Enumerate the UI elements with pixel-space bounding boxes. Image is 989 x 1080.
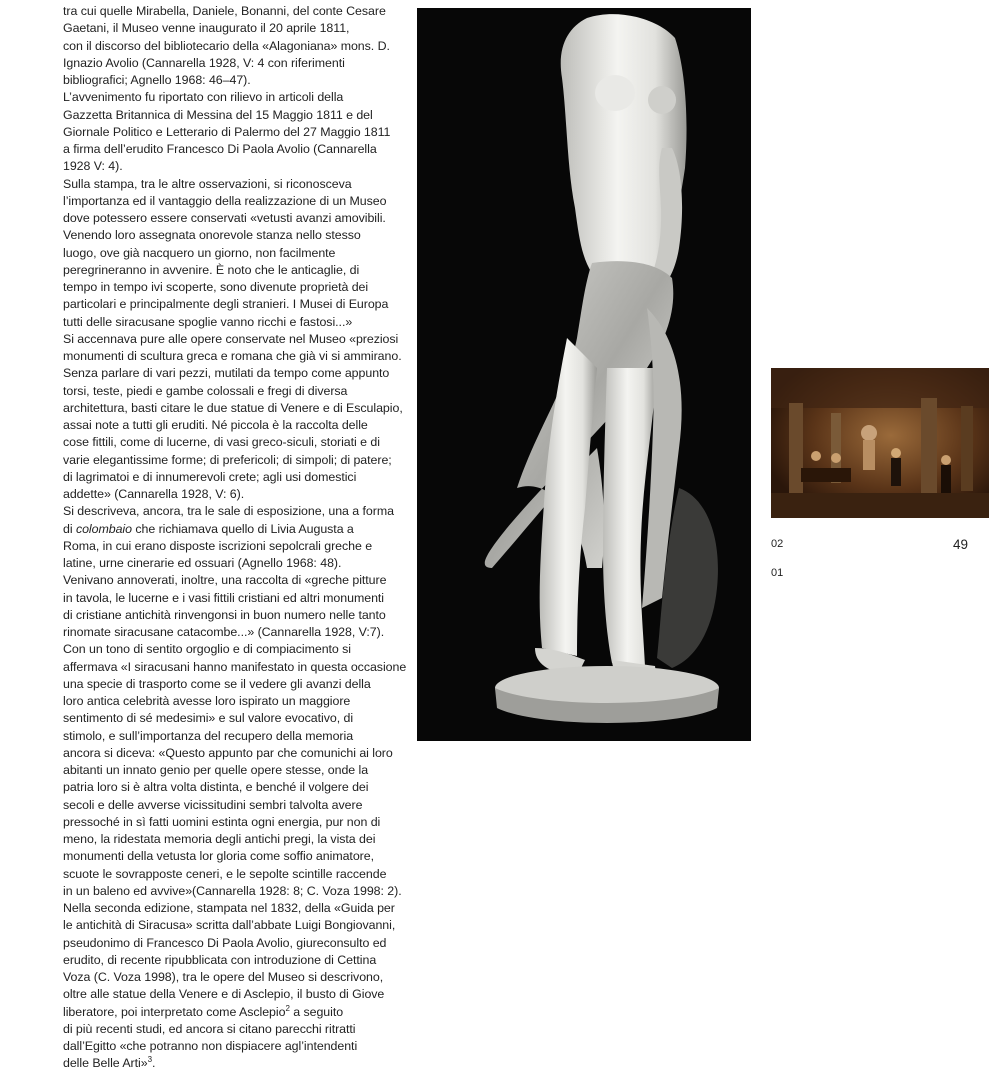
text-line: architettura, basti citare le due statue di Venere e di Esculapio, xyxy=(63,400,403,415)
text-line: delle Belle Arti»$^3$. xyxy=(63,1055,156,1071)
text-line: dove potessero essere conservati «vetusti avanzi amovibili. xyxy=(63,211,386,225)
text-line: una specie di trasporto come se il vedere gli avanzi della xyxy=(63,676,371,691)
body-text-column xyxy=(63,3,407,1073)
text-line: 1928 V: 4). xyxy=(63,159,123,174)
text-line: di lagrimatoi e di innumerevoli crete; agli usi domestici xyxy=(63,469,357,484)
text-line: torsi, teste, piedi e gambe colossali e fregi di diversa xyxy=(63,383,348,398)
text-line: dall’Egitto «che potranno non dispiacere agl’intendenti xyxy=(63,1039,358,1053)
text-line: tempo in tempo ivi scoperte, sono divenute proprietà dei xyxy=(63,280,369,294)
text-line: a firma dell’erudito Francesco Di Paola Avolio (Cannarella xyxy=(63,142,377,156)
text-line: L’avvenimento fu riportato con rilievo in articoli della xyxy=(63,90,344,105)
text-line: pressoché in sì fatti uomini estinta ogni energia, pur non di xyxy=(63,814,381,829)
text-line: erudito, di recente ripubblicata con introduzione di Cettina xyxy=(63,952,377,967)
footnote-ref-3: 3 xyxy=(147,1055,152,1065)
museum-interior-painting xyxy=(771,368,989,518)
text-line: di cristiane antichità rinvengonsi in buon numero nelle tanto xyxy=(63,607,386,622)
text-line: addette» (Cannarella 1928, V: 6). xyxy=(63,487,245,501)
text-line: con il discorso del bibliotecario della «Alagoniana» mons. D. xyxy=(63,38,390,53)
text-line: assai note a tutti gli eruditi. Né piccola è la raccolta delle xyxy=(63,418,368,432)
figure-caption-01: 01 xyxy=(771,567,784,579)
text-line: Si accennava pure alle opere conservate nel Museo «preziosi xyxy=(63,331,399,346)
text-line: in un baleno ed avvive»(Cannarella 1928: 8; C. Voza 1998: 2). xyxy=(63,883,402,898)
text-line: latine, urne cinerarie ed ossuari (Agnello 1968: 48). xyxy=(63,556,342,570)
venus-statue-photo xyxy=(417,8,751,741)
text-line: Venivano annoverati, inoltre, una raccolta di «greche pitture xyxy=(63,573,387,588)
text-line: peregrineranno in avvenire. È noto che le anticaglie, di xyxy=(63,262,360,277)
text-line: Con un tono di sentito orgoglio e di compiacimento si xyxy=(63,642,352,657)
text-line: monumenti di scultura greca e romana che già vi si ammirano. xyxy=(63,349,402,363)
text-line: Venendo loro assegnata onorevole stanza nello stesso xyxy=(63,228,361,243)
painting-image xyxy=(771,368,989,518)
text-line: abitanti un innato genio per quelle opere stesse, onde la xyxy=(63,763,369,777)
text-line: tra cui quelle Mirabella, Daniele, Bonanni, del conte Cesare xyxy=(63,4,386,18)
text-line: Gaetani, il Museo venne inaugurato il 20 aprile 1811, xyxy=(63,21,350,36)
text-line: Giornale Politico e Letterario di Palermo del 27 Maggio 1811 xyxy=(63,124,391,139)
text-line: Sulla stampa, tra le altre osservazioni, si riconosceva xyxy=(63,176,352,191)
text-line: secoli e delle avverse vicissitudini sembri talvolta avere xyxy=(63,797,363,812)
statue-image xyxy=(417,8,751,741)
text-line: Gazzetta Britannica di Messina del 15 Maggio 1811 e del xyxy=(63,107,373,122)
text-line: ancora si diceva: «Questo appunto par che comunichi ai loro xyxy=(63,745,393,760)
text-line: varie elegantissime forme; di prefericoli; di simpoli; di patere; xyxy=(63,452,392,467)
text-line: in tavola, le lucerne e i vasi fittili cristiani ed altri monumenti xyxy=(63,590,385,605)
text-line: tutti delle siracusane spoglie vanno ricchi e fastosi...» xyxy=(63,314,353,329)
text-line: l’importanza ed il vantaggio della realizzazione di un Museo xyxy=(63,193,387,208)
text-line: Roma, in cui erano disposte iscrizioni sepolcrali greche e xyxy=(63,538,373,553)
text-line: Ignazio Avolio (Cannarella 1928, V: 4 con riferimenti xyxy=(63,55,345,70)
text-line: pseudonimo di Francesco Di Paola Avolio, giureconsulto ed xyxy=(63,935,387,950)
text-line: di colombaio che richiamava quello di Livia Augusta a xyxy=(63,521,354,536)
text-line: stimolo, e sull’importanza del recupero della memoria xyxy=(63,728,354,743)
text-line: bibliografici; Agnello 1968: 46–47). xyxy=(63,73,251,87)
footnote-ref-2: 2 xyxy=(285,1003,290,1013)
text-line: liberatore, poi interpretato come Asclepio$^2$ a seguito xyxy=(63,1003,344,1019)
text-line: Voza (C. Voza 1998), tra le opere del Museo si descrivono, xyxy=(63,970,384,984)
text-line: loro antica celebrità avesse loro ispirato un maggiore xyxy=(63,694,351,708)
text-line: oltre alle statue della Venere e di Asclepio, il busto di Giove xyxy=(63,987,385,1002)
text-line: Si descriveva, ancora, tra le sale di esposizione, una a forma xyxy=(63,504,394,519)
text-line: affermava «I siracusani hanno manifestato in questa occasione xyxy=(63,659,407,674)
text-line: di più recenti studi, ed ancora si citano parecchi ritratti xyxy=(63,1021,356,1036)
text-line: patria loro si è altra volta distinta, e benché il volgere dei xyxy=(63,780,369,795)
text-line: sentimento di sé medesimi» e sul valore evocativo, di xyxy=(63,711,354,726)
figure-caption-02: 02 xyxy=(771,538,784,550)
text-line: meno, la ridestata memoria degli antichi pregi, la vista dei xyxy=(63,832,376,846)
text-line: luogo, ove già nacquero un giorno, non facilmente xyxy=(63,245,336,260)
text-line: cose fittili, come di lucerne, di vasi greco-siculi, storiati e di xyxy=(63,435,380,450)
text-line: rinomate siracusane catacombe...» (Cannarella 1928, V:7). xyxy=(63,625,385,639)
text-line: Nella seconda edizione, stampata nel 1832, della «Guida per xyxy=(63,901,395,915)
text-line: Senza parlare di vari pezzi, mutilati da tempo come appunto xyxy=(63,366,390,381)
page-number: 49 xyxy=(953,537,969,552)
text-line: le antichità di Siracusa» scritta dall’abbate Luigi Bongiovanni, xyxy=(63,918,396,933)
text-line: scuote le sovrapposte ceneri, e le sepolte scintille raccende xyxy=(63,866,387,881)
text-line: particolari e principalmente degli stranieri. I Musei di Europa xyxy=(63,297,389,312)
text-line: monumenti della vetusta lor gloria come soffio animatore, xyxy=(63,849,374,864)
italic-term: colombaio xyxy=(75,521,132,536)
